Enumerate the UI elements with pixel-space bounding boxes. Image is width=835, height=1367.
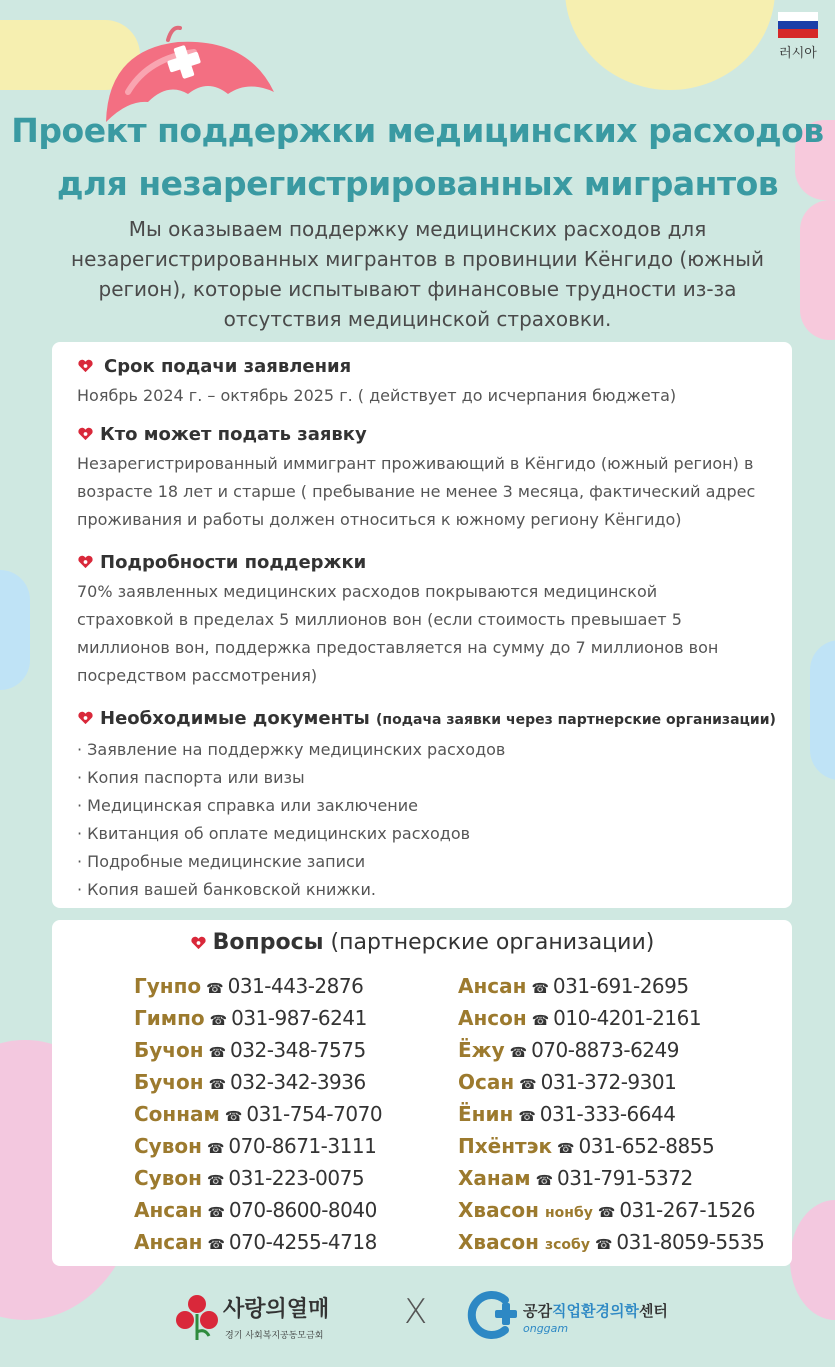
gonggam-icon	[465, 1290, 521, 1340]
section-documents-note: (подача заявки через партнерские организации)	[376, 712, 776, 728]
page-title	[0, 104, 835, 210]
contact-phone[interactable]: 031-333-6644	[539, 1102, 676, 1126]
love-fruit-icon	[175, 1292, 219, 1344]
gonggam-logo	[465, 1286, 695, 1346]
contact-city: Соннам	[134, 1102, 220, 1126]
document-item: · Медицинская справка или заключение	[77, 796, 418, 815]
contact-city: Бучон	[134, 1038, 204, 1062]
love-fruit-logo-text: 사랑의열매	[223, 1297, 330, 1322]
contact-phone[interactable]: 031-267-1526	[619, 1198, 756, 1222]
contact-city: Осан	[458, 1070, 515, 1094]
contact-city: Гимпо	[134, 1006, 205, 1030]
document-item: · Копия вашей банковской книжки.	[77, 880, 376, 899]
love-fruit-logo-subtext: 경기 사회복지공동모금회	[225, 1331, 324, 1341]
document-item: · Подробные медицинские записи	[77, 852, 366, 871]
contact-city: Гунпо	[134, 974, 202, 998]
flag-label: 러시아	[779, 46, 817, 61]
section-eligibility-text: Незарегистрированный иммигрант проживающий в Кёнгидо (южный регион) в возрасте 18 лет и старше ( пребывание не менее 3 месяца, фактический адрес проживания и работы должен относиться к южному региону Кёнгидо)	[77, 454, 756, 529]
contact-row	[458, 1098, 764, 1130]
decor-blue-shape	[0, 570, 30, 690]
contact-phone[interactable]: 032-342-3936	[230, 1070, 366, 1094]
contact-row	[134, 1066, 382, 1098]
gonggam-logo-text-b: 직업환경의학	[551, 1302, 639, 1320]
contact-phone[interactable]: 010-4201-2161	[553, 1006, 702, 1030]
contact-row	[458, 1002, 764, 1034]
contact-city: Ансан	[134, 1198, 203, 1222]
intro-text: Мы оказываем поддержку медицинских расходов для незарегистрированных мигрантов в провинции Кёнгидо (южный регион), которые испытывают финансовые трудности из-за отсутствия медицинской страховки.	[71, 217, 764, 331]
contact-city: Бучон	[134, 1070, 204, 1094]
contact-row	[458, 1066, 764, 1098]
contact-row	[134, 1098, 382, 1130]
page-title-line-1: Проект поддержки медицинских расходов	[11, 111, 824, 150]
section-details-title	[77, 552, 366, 573]
section-documents-title	[77, 708, 776, 729]
contact-row	[134, 1002, 382, 1034]
section-deadline-title	[77, 356, 351, 377]
contact-phone[interactable]: 031-987-6241	[231, 1006, 367, 1030]
gonggam-logo-text-a: 공감	[523, 1302, 552, 1320]
gonggam-logo-en: onggam	[523, 1322, 569, 1335]
contacts-subtitle: (партнерские организации)	[330, 930, 655, 955]
contacts-card	[52, 920, 792, 1266]
phone-icon: ☎	[206, 981, 224, 997]
contact-phone[interactable]: 031-754-7070	[246, 1102, 383, 1126]
contact-row	[458, 970, 764, 1002]
decor-blue-shape-2	[810, 640, 835, 780]
phone-icon: ☎	[531, 1013, 550, 1029]
contact-phone[interactable]: 031-691-2695	[552, 974, 689, 998]
contact-city: Ансон	[458, 1006, 527, 1030]
contact-phone[interactable]: 070-4255-4718	[228, 1230, 377, 1254]
phone-icon: ☎	[594, 1237, 613, 1253]
contact-row	[458, 1034, 764, 1066]
heart-icon	[77, 358, 94, 374]
phone-icon: ☎	[509, 1045, 528, 1061]
contact-phone[interactable]: 070-8873-6249	[531, 1038, 679, 1062]
contact-city: Ёжу	[458, 1038, 505, 1062]
contact-row	[458, 1194, 764, 1226]
contact-row	[134, 1194, 382, 1226]
contact-city: Хвасон	[458, 1198, 539, 1222]
contacts-title	[52, 930, 792, 955]
heart-icon	[77, 710, 94, 726]
contact-row	[134, 1034, 382, 1066]
contact-row	[134, 1226, 382, 1258]
contact-city: Ансан	[134, 1230, 203, 1254]
phone-icon: ☎	[535, 1173, 554, 1189]
collaboration-separator: X	[404, 1292, 428, 1332]
phone-icon: ☎	[597, 1205, 616, 1221]
love-fruit-logo	[175, 1288, 365, 1348]
phone-icon: ☎	[207, 1205, 225, 1221]
contact-phone[interactable]: 031-372-9301	[540, 1070, 677, 1094]
contact-city: Пхёнтэк	[458, 1134, 553, 1158]
contact-city: Ансан	[458, 974, 527, 998]
section-eligibility-title	[77, 424, 367, 445]
contact-district: зсобу	[545, 1237, 590, 1253]
phone-icon: ☎	[208, 1045, 227, 1061]
phone-icon: ☎	[518, 1109, 536, 1125]
contact-row	[458, 1162, 764, 1194]
heart-icon	[190, 935, 207, 951]
russia-flag-icon	[778, 12, 818, 38]
gonggam-logo-text-c: 센터	[638, 1302, 668, 1320]
phone-icon: ☎	[209, 1013, 228, 1029]
contact-city: Хвасон	[458, 1230, 539, 1254]
contact-phone[interactable]: 031-223-0075	[228, 1166, 365, 1190]
contacts-title-label: Вопросы	[212, 930, 324, 955]
page-title-line-2: для незарегистрированных мигрантов	[56, 164, 779, 203]
contact-row	[458, 1130, 764, 1162]
contact-phone[interactable]: 031-791-5372	[557, 1166, 693, 1190]
heart-icon	[77, 554, 94, 570]
phone-icon: ☎	[207, 1237, 225, 1253]
contact-row	[134, 1130, 382, 1162]
contact-city: Ханам	[458, 1166, 531, 1190]
decor-yellow-circle	[565, 0, 775, 90]
phone-icon: ☎	[531, 981, 549, 997]
contact-district: нонбу	[545, 1205, 593, 1221]
section-documents-label: Необходимые документы	[100, 708, 370, 729]
contact-phone[interactable]: 031-652-8855	[578, 1134, 715, 1158]
contact-row	[134, 970, 382, 1002]
section-eligibility-label: Кто может подать заявку	[100, 424, 367, 445]
contact-phone[interactable]: 070-8600-8040	[228, 1198, 377, 1222]
heart-icon	[77, 426, 94, 442]
contact-phone[interactable]: 031-8059-5535	[616, 1230, 765, 1254]
document-item: · Копия паспорта или визы	[77, 768, 305, 787]
document-item: · Квитанция об оплате медицинских расходов	[77, 824, 471, 843]
section-deadline-label: Срок подачи заявления	[104, 356, 352, 377]
phone-icon: ☎	[206, 1173, 225, 1189]
phone-icon: ☎	[557, 1141, 575, 1157]
contacts-left-column	[134, 970, 382, 1258]
contact-phone[interactable]: 032-348-7575	[230, 1038, 366, 1062]
contact-city: Сувон	[134, 1134, 202, 1158]
footer	[0, 1280, 835, 1350]
phone-icon: ☎	[224, 1109, 243, 1125]
contact-row	[134, 1162, 382, 1194]
contacts-right-column	[458, 970, 764, 1258]
contact-city: Ёнин	[458, 1102, 514, 1126]
contact-city: Сувон	[134, 1166, 202, 1190]
contact-phone[interactable]: 070-8671-3111	[228, 1134, 377, 1158]
documents-list	[77, 736, 505, 904]
phone-icon: ☎	[519, 1077, 537, 1093]
contact-phone[interactable]: 031-443-2876	[227, 974, 364, 998]
gonggam-logo-text	[523, 1300, 668, 1321]
section-details-label: Подробности поддержки	[100, 552, 367, 573]
document-item: · Заявление на поддержку медицинских расходов	[77, 740, 506, 759]
info-card	[52, 342, 792, 908]
decor-pink-shape-2	[800, 200, 835, 340]
contact-row	[458, 1226, 764, 1258]
phone-icon: ☎	[206, 1141, 225, 1157]
section-deadline-text: Ноябрь 2024 г. – октябрь 2025 г. ( действует до исчерпания бюджета)	[77, 386, 677, 405]
section-details-text: 70% заявленных медицинских расходов покрываются медицинской страховкой в пределах 5 миллионов вон (если стоимость превышает 5 миллионов вон, поддержка предоставляется на сумму до 7 миллионов вон посредством рассмотрения)	[77, 582, 719, 685]
phone-icon: ☎	[208, 1077, 227, 1093]
